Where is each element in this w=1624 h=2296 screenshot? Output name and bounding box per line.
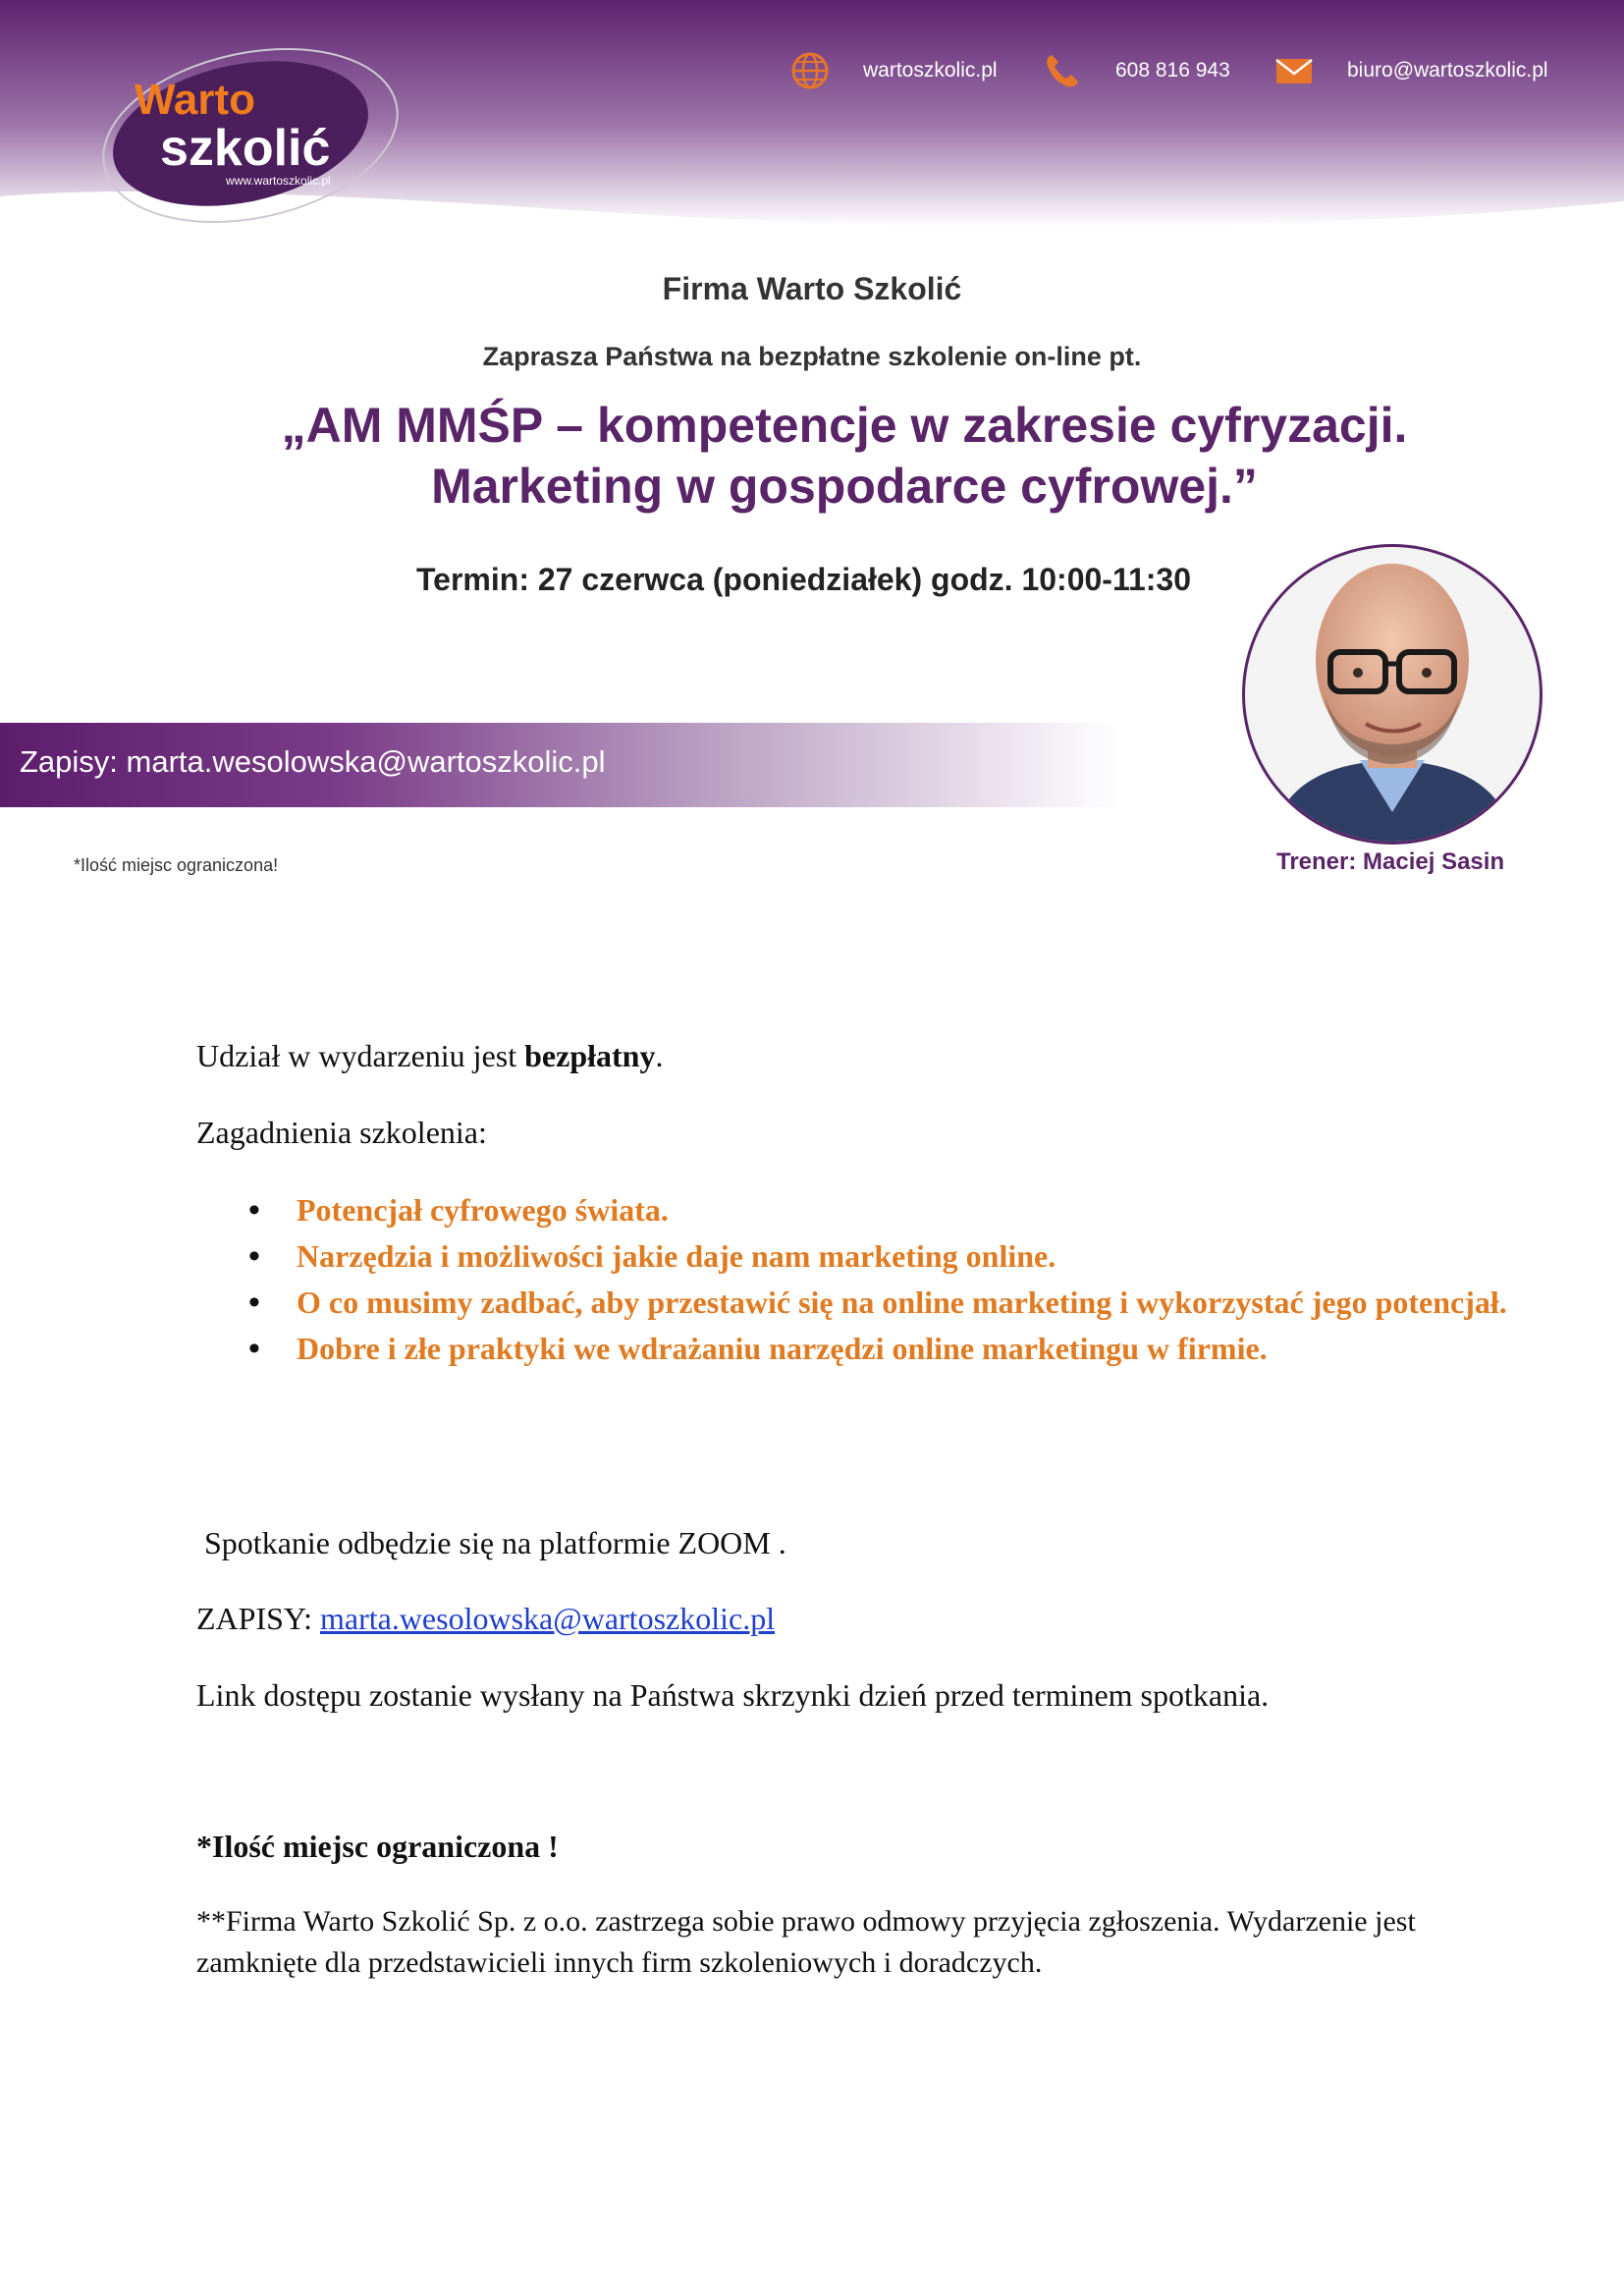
website-text: wartoszkolic.pl <box>863 59 998 82</box>
training-title-line-1: „AM MMŚP – kompetencje w zakresie cyfryzacji. <box>281 398 1408 453</box>
signup-line <box>196 1601 775 1637</box>
platform-text: Spotkanie odbędzie się na platformie ZOOM . <box>204 1525 786 1560</box>
topics-list <box>196 1188 1573 1373</box>
participation-free: bezpłatny <box>524 1038 656 1073</box>
phone-icon <box>1043 51 1082 90</box>
limited-seats-note-small: *Ilość miejsc ograniczona! <box>74 855 279 875</box>
email-text: biuro@wartoszkolic.pl <box>1347 59 1548 82</box>
signup-bar <box>0 723 1119 807</box>
signup-label: ZAPISY: <box>196 1601 320 1636</box>
topics-heading: Zagadnienia szkolenia: <box>196 1115 487 1150</box>
training-title-line-2: Marketing w gospodarce cyfrowej.” <box>431 459 1258 514</box>
contact-website[interactable] <box>790 51 998 90</box>
globe-icon <box>790 51 830 90</box>
access-link-info: Link dostępu zostanie wysłany na Państwa skrzynki dzień przed terminem spotkania. <box>196 1677 1270 1713</box>
limited-seats-note: *Ilość miejsc ograniczona ! <box>196 1829 559 1864</box>
list-item: • Narzędzia i możliwości jakie daje nam marketing online. <box>297 1234 1573 1279</box>
contact-phone[interactable] <box>1043 51 1230 90</box>
list-item: • Dobre i złe praktyki we wdrażaniu narzędzi online marketingu w firmie. <box>297 1327 1573 1371</box>
contact-email[interactable] <box>1274 51 1548 90</box>
disclaimer: **Firma Warto Szkolić Sp. z o.o. zastrzega sobie prawo odmowy przyjęcia zgłoszenia. Wydarzenie jest zamknięte dla przedstawicieli innych firm szkoleniowych i doradczych. <box>196 1905 1416 1979</box>
list-item: • Potencjał cyfrowego świata. <box>297 1188 1573 1232</box>
logo-url: www.wartoszkolic.pl <box>226 174 331 188</box>
logo-text-warto: Warto <box>135 76 256 124</box>
list-item: • O co musimy zadbać, aby przestawić się na online marketing i wykorzystać jego potencjał. <box>297 1281 1573 1325</box>
invitation-text: Zaprasza Państwa na bezpłatne szkolenie on-line pt. <box>482 342 1142 371</box>
participation-prefix: Udział w wydarzeniu jest <box>196 1038 525 1073</box>
participation-suffix: . <box>655 1038 664 1073</box>
mail-icon <box>1274 51 1314 90</box>
logo-text-szkolic: szkolić <box>160 120 331 177</box>
training-title <box>39 395 1624 517</box>
participation-text <box>196 1038 663 1074</box>
trainer-photo <box>1240 542 1544 847</box>
signup-email-link[interactable]: marta.wesolowska@wartoszkolic.pl <box>319 1601 776 1636</box>
signup-bar-text: Zapisy: marta.wesolowska@wartoszkolic.pl <box>20 744 606 779</box>
logo <box>93 37 407 234</box>
trainer-name: Trener: Maciej Sasin <box>1276 848 1505 875</box>
company-heading: Firma Warto Szkolić <box>662 271 962 306</box>
training-date: Termin: 27 czerwca (poniedziałek) godz. 10:00-11:30 <box>416 562 1192 597</box>
phone-text: 608 816 943 <box>1115 59 1230 82</box>
